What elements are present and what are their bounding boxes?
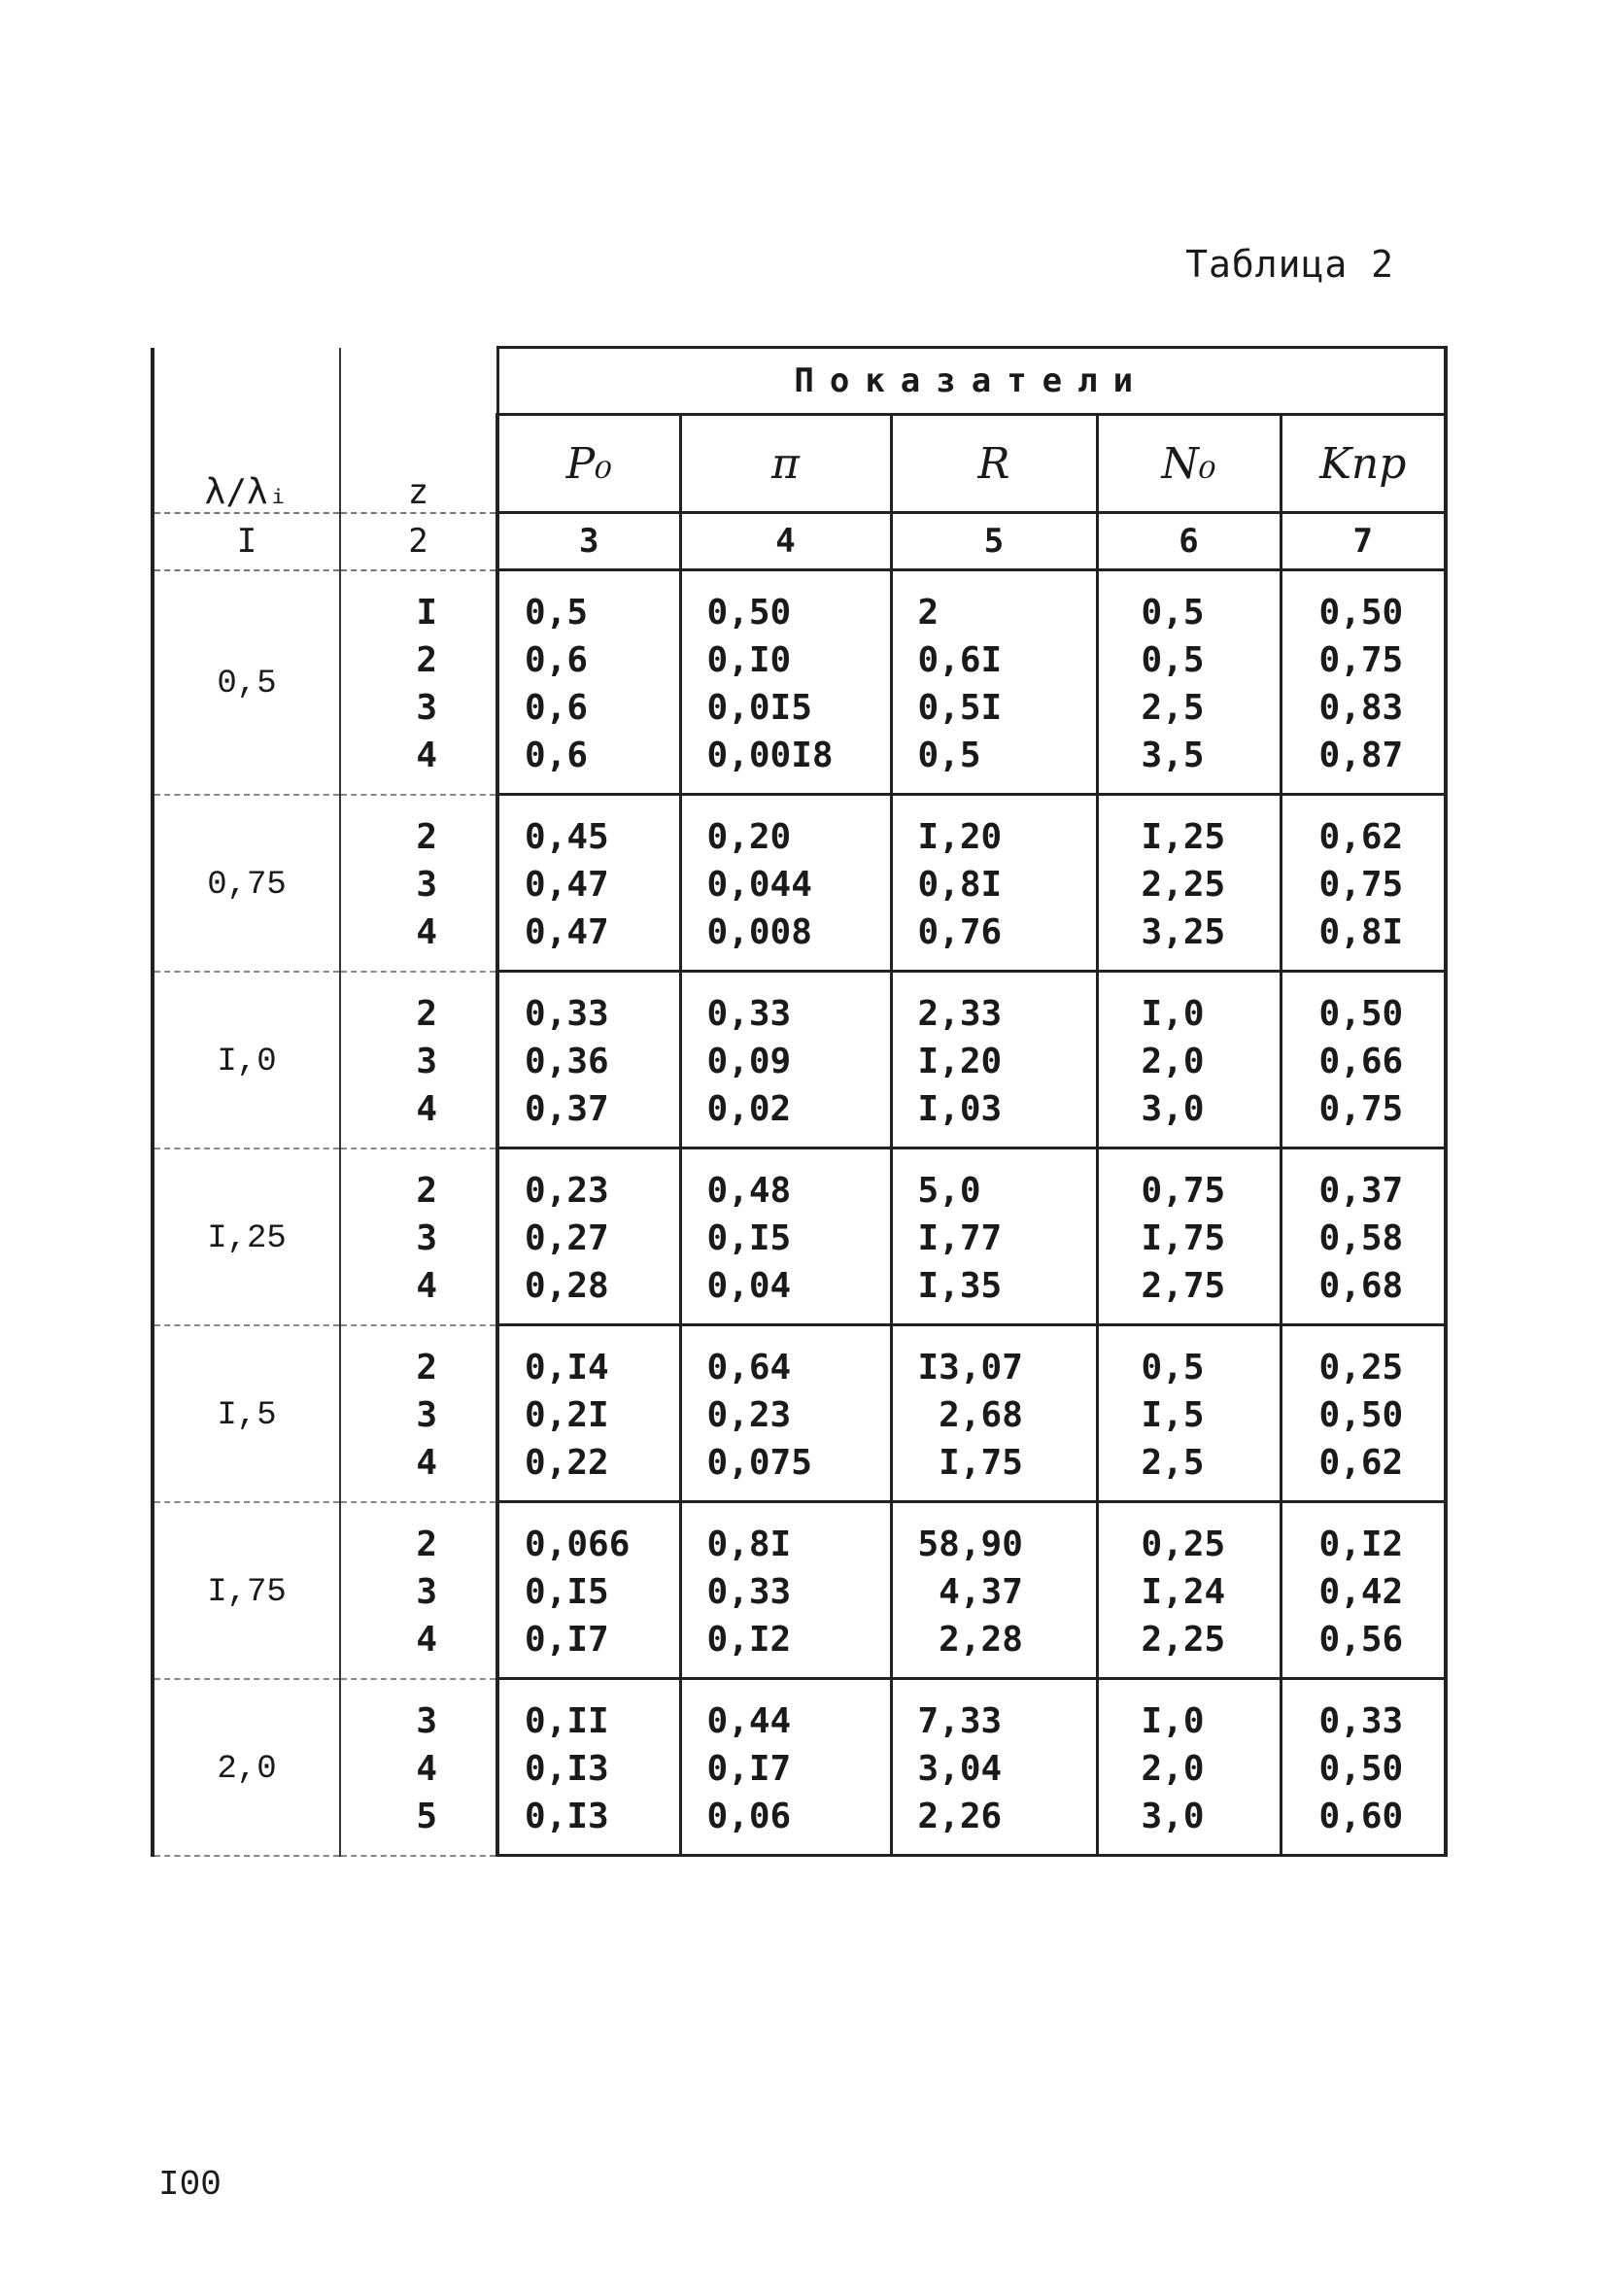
z-value: I <box>416 592 437 633</box>
pi-value: 0,I0 <box>706 640 792 680</box>
n0-value: 0,5 <box>1141 593 1205 633</box>
z-value: 4 <box>416 911 437 952</box>
table-row-group <box>153 972 1446 1148</box>
pi-value: 0,09 <box>706 1042 792 1081</box>
r-cell <box>891 1502 1097 1679</box>
n0-value: 0,5 <box>1141 1348 1205 1388</box>
z-value: 3 <box>416 1217 437 1258</box>
r-cell <box>891 1325 1097 1502</box>
n0-value: 0,75 <box>1141 1171 1226 1211</box>
k-pr-value: 0,83 <box>1318 688 1404 728</box>
p0-cell <box>497 972 680 1148</box>
pi-value: 0,04 <box>706 1266 792 1306</box>
column-number: 4 <box>680 513 891 570</box>
p0-cell <box>497 1148 680 1325</box>
pi-value: 0,33 <box>706 994 792 1034</box>
n0-value: 3,25 <box>1141 912 1226 952</box>
p0-value: 0,2I <box>525 1395 609 1435</box>
r-value: 0,5I <box>917 688 1003 728</box>
r-cell <box>891 972 1097 1148</box>
k-pr-value: 0,62 <box>1318 817 1404 857</box>
pi-value: 0,044 <box>706 865 812 905</box>
column-number: 5 <box>891 513 1097 570</box>
n0-value: 3,0 <box>1141 1089 1205 1129</box>
r-value: 2,68 <box>917 1395 1023 1435</box>
r-cell <box>891 570 1097 795</box>
z-cell <box>340 1325 497 1502</box>
r-value: 2,28 <box>917 1620 1023 1660</box>
pi-value: 0,I7 <box>706 1749 792 1789</box>
k-pr-value: 0,58 <box>1318 1218 1404 1258</box>
r-value: I,03 <box>917 1089 1003 1129</box>
k-pr-value: 0,50 <box>1318 1395 1404 1435</box>
k-pr-value: 0,66 <box>1318 1042 1404 1081</box>
z-value: 3 <box>416 687 437 728</box>
k-pr-cell <box>1281 795 1446 972</box>
k-pr-value: 0,50 <box>1318 994 1404 1034</box>
r-value: 7,33 <box>917 1701 1003 1741</box>
n0-value: I,0 <box>1141 1701 1205 1741</box>
header-z: z <box>340 348 497 513</box>
z-value: 4 <box>416 735 437 775</box>
pi-cell <box>680 570 891 795</box>
p0-value: 0,28 <box>525 1266 609 1306</box>
r-value: I,20 <box>917 1042 1003 1081</box>
n0-value: 2,75 <box>1141 1266 1226 1306</box>
lambda-ratio-value: 2,0 <box>153 1679 340 1856</box>
k-pr-value: 0,37 <box>1318 1171 1404 1211</box>
lambda-ratio-value: I,0 <box>153 972 340 1148</box>
z-value: 3 <box>416 864 437 905</box>
pi-value: 0,I2 <box>706 1620 792 1660</box>
n0-value: 2,0 <box>1141 1749 1205 1789</box>
p0-value: 0,I3 <box>525 1797 609 1836</box>
r-value: 0,5 <box>917 736 981 775</box>
k-pr-value: 0,I2 <box>1318 1525 1404 1564</box>
pi-value: 0,64 <box>706 1348 792 1388</box>
k-pr-cell <box>1281 1325 1446 1502</box>
z-value: 3 <box>416 1041 437 1081</box>
r-cell <box>891 795 1097 972</box>
r-value: I3,07 <box>917 1348 1023 1388</box>
k-pr-cell <box>1281 570 1446 795</box>
pi-value: 0,8I <box>706 1525 792 1564</box>
p0-value: 0,6 <box>525 688 589 728</box>
p0-cell <box>497 1679 680 1856</box>
z-value: 4 <box>416 1619 437 1660</box>
n0-cell <box>1097 1679 1281 1856</box>
pi-value: 0,0I5 <box>706 688 812 728</box>
k-pr-value: 0,25 <box>1318 1348 1404 1388</box>
p0-cell <box>497 1325 680 1502</box>
z-value: 4 <box>416 1265 437 1306</box>
header-p0: P₀ <box>497 415 680 513</box>
k-pr-cell <box>1281 972 1446 1148</box>
n0-value: 0,5 <box>1141 640 1205 680</box>
pi-value: 0,075 <box>706 1443 812 1483</box>
k-pr-value: 0,56 <box>1318 1620 1404 1660</box>
k-pr-value: 0,75 <box>1318 1089 1404 1129</box>
n0-value: 2,25 <box>1141 865 1226 905</box>
r-value: I,77 <box>917 1218 1003 1258</box>
header-k-pr: Kпр <box>1281 415 1446 513</box>
table-row-group <box>153 1502 1446 1679</box>
n0-value: I,25 <box>1141 817 1226 857</box>
k-pr-cell <box>1281 1502 1446 1679</box>
p0-value: 0,5 <box>525 593 589 633</box>
n0-cell <box>1097 1325 1281 1502</box>
p0-value: 0,47 <box>525 865 609 905</box>
p0-cell <box>497 1502 680 1679</box>
k-pr-value: 0,75 <box>1318 640 1404 680</box>
column-number: 7 <box>1281 513 1446 570</box>
z-value: 4 <box>416 1748 437 1789</box>
r-value: 0,8I <box>917 865 1003 905</box>
header-indicators-group: Показатели <box>497 348 1446 415</box>
z-value: 2 <box>416 1170 437 1211</box>
p0-value: 0,27 <box>525 1218 609 1258</box>
table-row-group <box>153 795 1446 972</box>
pi-cell <box>680 1502 891 1679</box>
p0-value: 0,22 <box>525 1443 609 1483</box>
lambda-ratio-value: I,5 <box>153 1325 340 1502</box>
n0-value: I,0 <box>1141 994 1205 1034</box>
p0-value: 0,45 <box>525 817 609 857</box>
page-number: I00 <box>158 2165 222 2205</box>
r-value: 5,0 <box>917 1171 981 1211</box>
z-value: 4 <box>416 1088 437 1129</box>
p0-value: 0,36 <box>525 1042 609 1081</box>
r-value: 2,33 <box>917 994 1003 1034</box>
k-pr-value: 0,50 <box>1318 1749 1404 1789</box>
pi-value: 0,23 <box>706 1395 792 1435</box>
z-cell <box>340 1148 497 1325</box>
k-pr-value: 0,60 <box>1318 1797 1404 1836</box>
r-value: 0,6I <box>917 640 1003 680</box>
k-pr-value: 0,33 <box>1318 1701 1404 1741</box>
r-cell <box>891 1148 1097 1325</box>
z-cell <box>340 570 497 795</box>
r-value: 3,04 <box>917 1749 1003 1789</box>
k-pr-value: 0,42 <box>1318 1572 1404 1612</box>
z-value: 2 <box>416 816 437 857</box>
pi-cell <box>680 1148 891 1325</box>
p0-value: 0,I7 <box>525 1620 609 1660</box>
r-value: I,20 <box>917 817 1003 857</box>
k-pr-value: 0,68 <box>1318 1266 1404 1306</box>
pi-value: 0,33 <box>706 1572 792 1612</box>
p0-value: 0,37 <box>525 1089 609 1129</box>
pi-value: 0,44 <box>706 1701 792 1741</box>
pi-cell <box>680 1325 891 1502</box>
pi-cell <box>680 795 891 972</box>
p0-value: 0,II <box>525 1701 609 1741</box>
column-number: 3 <box>497 513 680 570</box>
z-value: 2 <box>416 993 437 1034</box>
k-pr-value: 0,75 <box>1318 865 1404 905</box>
n0-value: I,24 <box>1141 1572 1226 1612</box>
pi-cell <box>680 1679 891 1856</box>
table-row-group <box>153 1325 1446 1502</box>
n0-cell <box>1097 972 1281 1148</box>
column-number: 2 <box>340 513 497 570</box>
p0-value: 0,6 <box>525 736 589 775</box>
pi-cell <box>680 972 891 1148</box>
pi-value: 0,06 <box>706 1797 792 1836</box>
p0-value: 0,I4 <box>525 1348 609 1388</box>
pi-value: 0,I5 <box>706 1218 792 1258</box>
pi-value: 0,02 <box>706 1089 792 1129</box>
header-lambda-ratio: λ/λᵢ <box>153 348 340 513</box>
n0-value: 0,25 <box>1141 1525 1226 1564</box>
n0-value: 2,5 <box>1141 1443 1205 1483</box>
r-value: 2 <box>917 593 940 633</box>
pi-value: 0,50 <box>706 593 792 633</box>
table-row-group <box>153 570 1446 795</box>
z-value: 5 <box>416 1796 437 1836</box>
p0-value: 0,066 <box>525 1525 631 1564</box>
z-value: 3 <box>416 1394 437 1435</box>
p0-value: 0,33 <box>525 994 609 1034</box>
p0-value: 0,I3 <box>525 1749 609 1789</box>
z-cell <box>340 1502 497 1679</box>
n0-value: 2,25 <box>1141 1620 1226 1660</box>
z-cell <box>340 1679 497 1856</box>
data-table <box>151 346 1448 1857</box>
p0-cell <box>497 570 680 795</box>
n0-value: 2,0 <box>1141 1042 1205 1081</box>
pi-value: 0,48 <box>706 1171 792 1211</box>
lambda-ratio-value: 0,5 <box>153 570 340 795</box>
k-pr-cell <box>1281 1148 1446 1325</box>
n0-cell <box>1097 570 1281 795</box>
pi-value: 0,20 <box>706 817 792 857</box>
r-value: 2,26 <box>917 1797 1003 1836</box>
lambda-ratio-value: I,25 <box>153 1148 340 1325</box>
k-pr-value: 0,50 <box>1318 593 1404 633</box>
r-value: I,75 <box>917 1443 1023 1483</box>
header-n0: N₀ <box>1097 415 1281 513</box>
z-value: 2 <box>416 1524 437 1564</box>
lambda-ratio-value: 0,75 <box>153 795 340 972</box>
n0-value: I,5 <box>1141 1395 1205 1435</box>
pi-value: 0,00I8 <box>706 736 834 775</box>
p0-value: 0,I5 <box>525 1572 609 1612</box>
table-row-group <box>153 1679 1446 1856</box>
r-cell <box>891 1679 1097 1856</box>
z-value: 4 <box>416 1442 437 1483</box>
lambda-ratio-value: I,75 <box>153 1502 340 1679</box>
z-value: 2 <box>416 1347 437 1388</box>
z-value: 3 <box>416 1571 437 1612</box>
r-value: I,35 <box>917 1266 1003 1306</box>
p0-value: 0,6 <box>525 640 589 680</box>
header-r: R <box>891 415 1097 513</box>
n0-cell <box>1097 1148 1281 1325</box>
n0-value: 2,5 <box>1141 688 1205 728</box>
header-pi: π <box>680 415 891 513</box>
z-cell <box>340 795 497 972</box>
k-pr-cell <box>1281 1679 1446 1856</box>
column-number: I <box>153 513 340 570</box>
column-number: 6 <box>1097 513 1281 570</box>
z-cell <box>340 972 497 1148</box>
k-pr-value: 0,8I <box>1318 912 1404 952</box>
z-value: 2 <box>416 639 437 680</box>
n0-cell <box>1097 1502 1281 1679</box>
table-row-group <box>153 1148 1446 1325</box>
z-value: 3 <box>416 1700 437 1741</box>
n0-cell <box>1097 795 1281 972</box>
r-value: 0,76 <box>917 912 1003 952</box>
k-pr-value: 0,62 <box>1318 1443 1404 1483</box>
p0-value: 0,47 <box>525 912 609 952</box>
n0-value: I,75 <box>1141 1218 1226 1258</box>
p0-value: 0,23 <box>525 1171 609 1211</box>
n0-value: 3,5 <box>1141 736 1205 775</box>
pi-value: 0,008 <box>706 912 812 952</box>
r-value: 4,37 <box>917 1572 1023 1612</box>
n0-value: 3,0 <box>1141 1797 1205 1836</box>
r-value: 58,90 <box>917 1525 1023 1564</box>
table-caption: Таблица 2 <box>1185 243 1394 286</box>
p0-cell <box>497 795 680 972</box>
k-pr-value: 0,87 <box>1318 736 1404 775</box>
